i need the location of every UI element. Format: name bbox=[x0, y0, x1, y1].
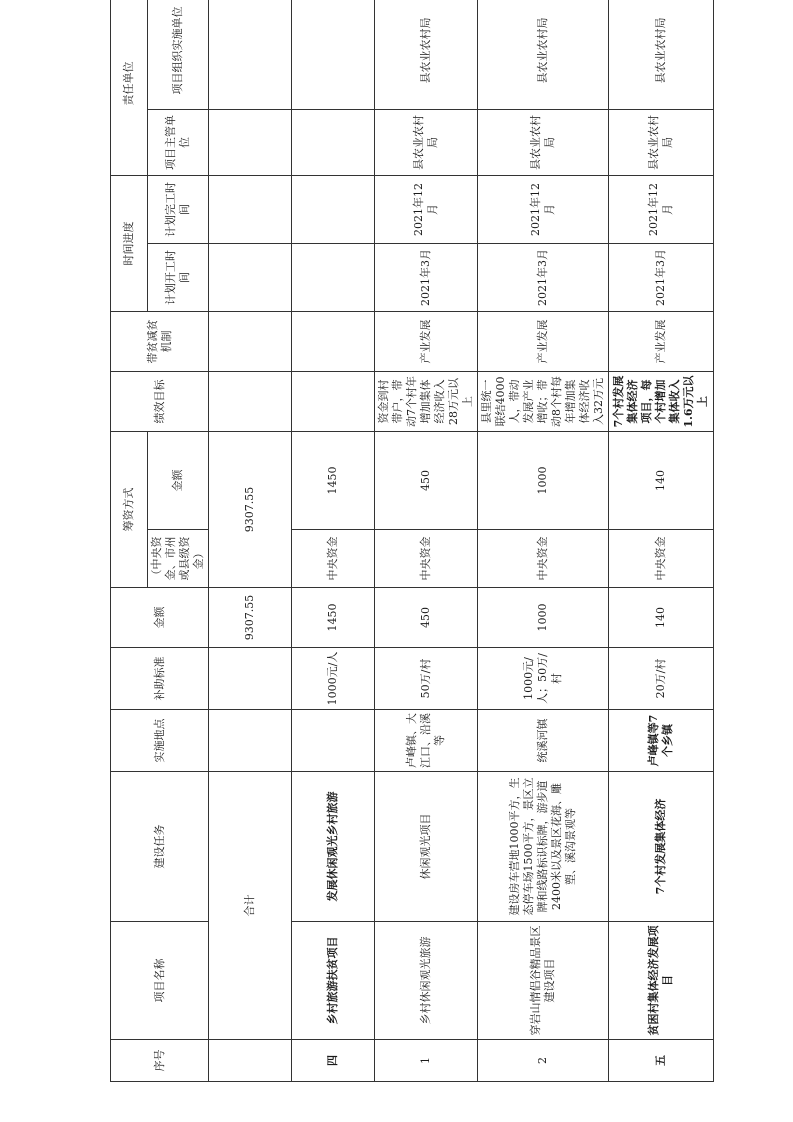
cell-source: 中央资金 bbox=[609, 530, 714, 588]
cell-task: 7个村发展集体经济 bbox=[609, 772, 714, 922]
table-row bbox=[609, 0, 714, 1082]
cell-name: 穿岩山情侣谷精品景区建设项目 bbox=[478, 922, 609, 1040]
cell-supervisor: 县农业农村局 bbox=[478, 110, 609, 176]
cell-implementer: 县农业农村局 bbox=[609, 0, 714, 110]
cell-amount: 140 bbox=[609, 588, 714, 648]
cell-source: 中央资金 bbox=[375, 530, 478, 588]
cell-supervisor: 县农业农村局 bbox=[375, 110, 478, 176]
header-location: 实施地点 bbox=[111, 710, 209, 772]
total-row bbox=[209, 0, 292, 1082]
header-funding-method: 筹资方式 bbox=[111, 432, 148, 588]
cell-seq: 五 bbox=[609, 1040, 714, 1082]
header-row-1 bbox=[111, 0, 148, 1082]
cell-funding-amount: 450 bbox=[375, 432, 478, 530]
total-start bbox=[209, 244, 292, 312]
header-schedule: 时间进度 bbox=[111, 176, 148, 312]
cell-end: 2021年12月 bbox=[478, 176, 609, 244]
total-goal bbox=[209, 372, 292, 432]
cell-source: 中央资金 bbox=[292, 530, 375, 588]
cell-goal: 县里统一联结4000人，带动发展产业增收；带动8个村每年增加集体经济收入32万元 bbox=[478, 372, 609, 432]
cell-end: 2021年12月 bbox=[609, 176, 714, 244]
header-subsidy: 补助标准 bbox=[111, 648, 209, 710]
cell-location: 卢峰镇、大江口、沿溪等 bbox=[375, 710, 478, 772]
cell-seq: 2 bbox=[478, 1040, 609, 1082]
cell-amount: 1450 bbox=[292, 588, 375, 648]
table-row bbox=[478, 0, 609, 1082]
cell-end bbox=[292, 176, 375, 244]
cell-funding-amount: 140 bbox=[609, 432, 714, 530]
header-project-name: 项目名称 bbox=[111, 922, 209, 1040]
cell-location: 统溪河镇 bbox=[478, 710, 609, 772]
header-end: 计划完工时间 bbox=[148, 176, 209, 244]
project-table bbox=[110, 0, 714, 1082]
total-amount: 9307.55 bbox=[209, 588, 292, 648]
header-poverty-mechanism: 带贫减贫机制 bbox=[111, 312, 209, 372]
cell-subsidy: 1000元/人 bbox=[292, 648, 375, 710]
header-responsibility: 责任单位 bbox=[111, 0, 148, 176]
header-task: 建设任务 bbox=[111, 772, 209, 922]
cell-mechanism bbox=[292, 312, 375, 372]
cell-name: 乡村休闲观光旅游 bbox=[375, 922, 478, 1040]
total-implementer bbox=[209, 0, 292, 110]
cell-task: 发展休闲观光乡村旅游 bbox=[292, 772, 375, 922]
cell-start: 2021年3月 bbox=[375, 244, 478, 312]
cell-supervisor: 县农业农村局 bbox=[609, 110, 714, 176]
cell-location: 卢峰镇等7个乡镇 bbox=[609, 710, 714, 772]
cell-start: 2021年3月 bbox=[609, 244, 714, 312]
cell-subsidy: 20万/村 bbox=[609, 648, 714, 710]
total-subsidy bbox=[209, 648, 292, 710]
header-seq: 序号 bbox=[111, 1040, 209, 1082]
header-amount: 金额 bbox=[111, 588, 209, 648]
cell-task: 建设房车营地1000平方，生态停车场1500平方，景区立牌和线路标识标牌，游步道2400米以及景区花海、雕塑、溪沟景观等 bbox=[478, 772, 609, 922]
cell-implementer: 县农业农村局 bbox=[375, 0, 478, 110]
cell-implementer bbox=[292, 0, 375, 110]
cell-start: 2021年3月 bbox=[478, 244, 609, 312]
header-supervisor: 项目主管单位 bbox=[148, 110, 209, 176]
cell-implementer: 县农业农村局 bbox=[478, 0, 609, 110]
cell-funding-amount: 1000 bbox=[478, 432, 609, 530]
cell-task: 休闲观光项目 bbox=[375, 772, 478, 922]
cell-subsidy: 1000元/人；50万/村 bbox=[478, 648, 609, 710]
total-supervisor bbox=[209, 110, 292, 176]
cell-seq: 1 bbox=[375, 1040, 478, 1082]
cell-goal bbox=[292, 372, 375, 432]
cell-name: 乡村旅游扶贫项目 bbox=[292, 922, 375, 1040]
cell-amount: 1000 bbox=[478, 588, 609, 648]
total-seq bbox=[209, 1040, 292, 1082]
cell-mechanism: 产业发展 bbox=[478, 312, 609, 372]
header-funding-amount: 金额 bbox=[148, 432, 209, 530]
header-implementer: 项目组织实施单位 bbox=[148, 0, 209, 110]
cell-funding-amount: 1450 bbox=[292, 432, 375, 530]
table-row bbox=[375, 0, 478, 1082]
header-start: 计划开工时间 bbox=[148, 244, 209, 312]
cell-goal: 7个村发展集体经济项目，每个村增加集体收入1.6万元以上 bbox=[609, 372, 714, 432]
cell-name: 贫困村集体经济发展项目 bbox=[609, 922, 714, 1040]
cell-source: 中央资金 bbox=[478, 530, 609, 588]
cell-goal: 资金到村带户，带动7个村年增加集体经济收入28万元以上 bbox=[375, 372, 478, 432]
header-funding-source: （中央资金、市州或县级资金） bbox=[148, 530, 209, 588]
cell-seq: 四 bbox=[292, 1040, 375, 1082]
total-label: 合计 bbox=[209, 772, 292, 1040]
cell-mechanism: 产业发展 bbox=[609, 312, 714, 372]
cell-end: 2021年12月 bbox=[375, 176, 478, 244]
table-row bbox=[292, 0, 375, 1082]
cell-supervisor bbox=[292, 110, 375, 176]
cell-amount: 450 bbox=[375, 588, 478, 648]
total-end bbox=[209, 176, 292, 244]
total-mechanism bbox=[209, 312, 292, 372]
cell-mechanism: 产业发展 bbox=[375, 312, 478, 372]
cell-start bbox=[292, 244, 375, 312]
header-performance-goal: 绩效目标 bbox=[111, 372, 209, 432]
total-location bbox=[209, 710, 292, 772]
cell-subsidy: 50万/村 bbox=[375, 648, 478, 710]
cell-location bbox=[292, 710, 375, 772]
total-funding-amount: 9307.55 bbox=[209, 432, 292, 588]
